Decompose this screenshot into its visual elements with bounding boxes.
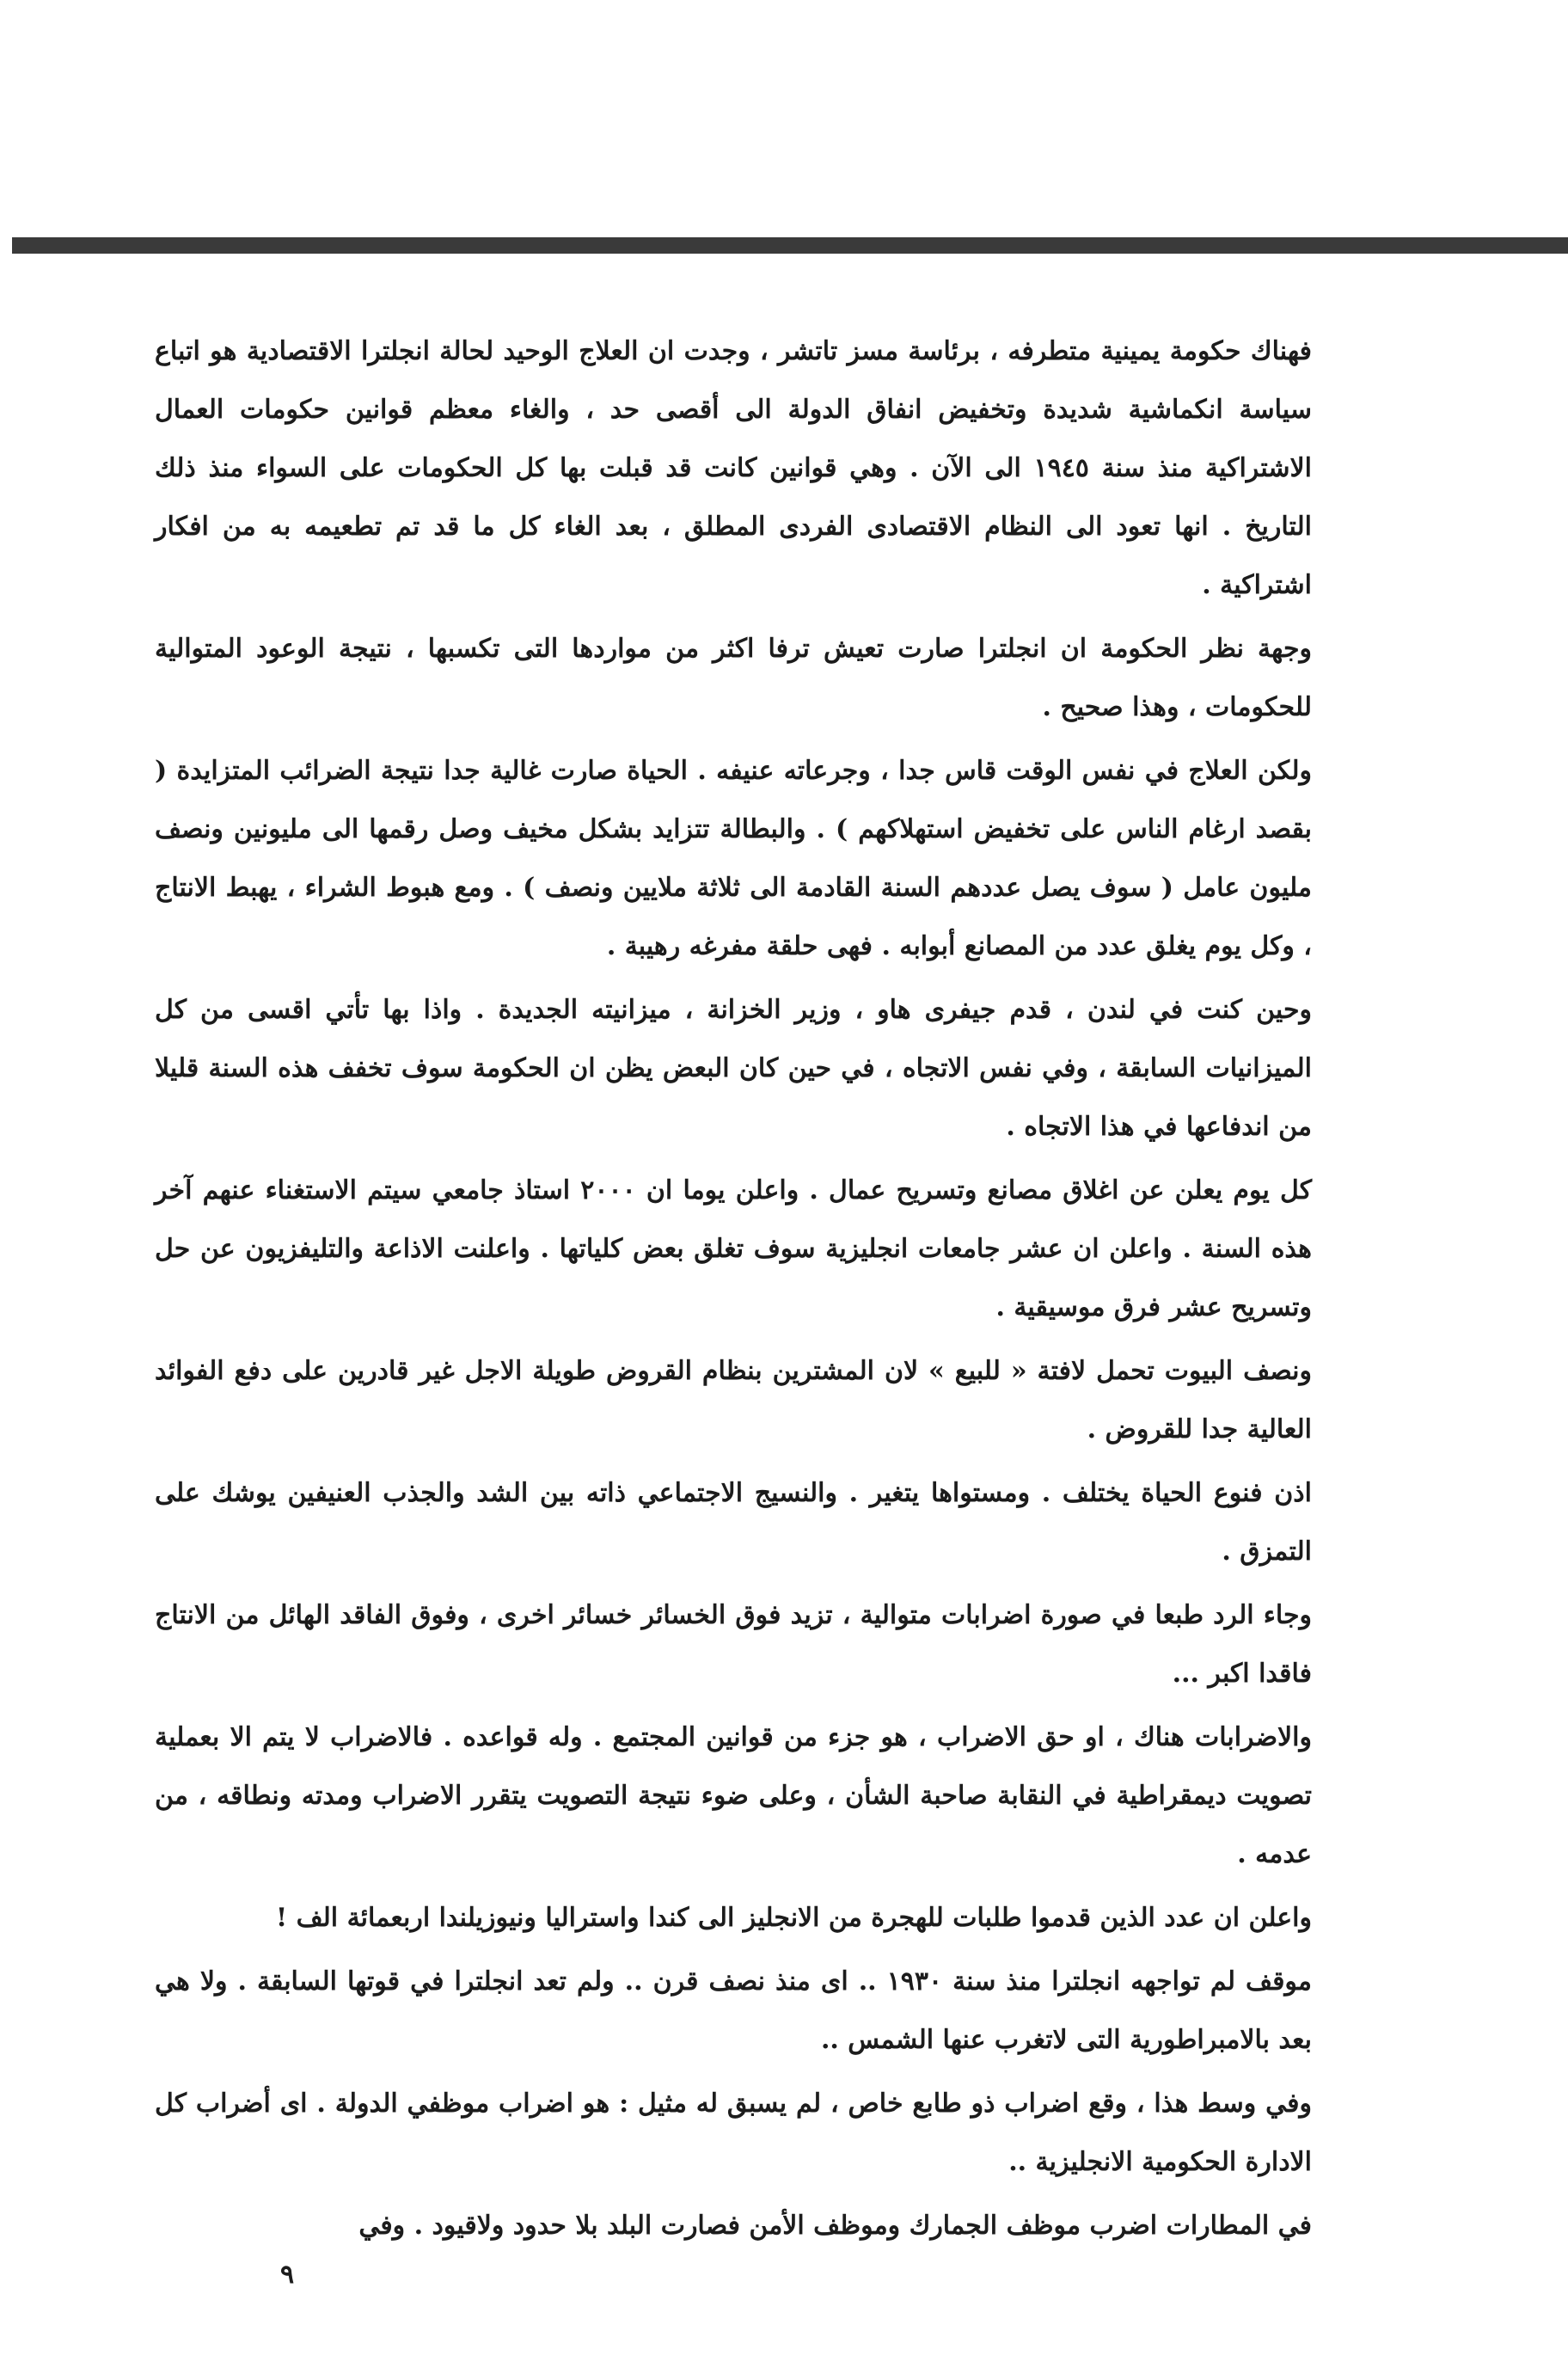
paragraph: وفي وسط هذا ، وقع اضراب ذو طابع خاص ، لم يسبق له مثيل : هو اضراب موظفي الدولة . اى أضراب كل الادارة الحكومية الانجليزية .. — [155, 2089, 1312, 2177]
paragraph: في المطارات اضرب موظف الجمارك وموظف الأمن فصارت البلد بلا حدود ولاقيود . وفي — [358, 2211, 1312, 2241]
paragraph: ونصف البيوت تحمل لافتة « للبيع » لان المشترين بنظام القروض طويلة الاجل غير قادرين على دفع الفوائد العالية جدا للقروض . — [155, 1356, 1312, 1445]
header-rule — [12, 237, 1568, 254]
paragraph: والاضرابات هناك ، او حق الاضراب ، هو جزء من قوانين المجتمع . وله قواعده . فالاضراب لا يتم الا بعملية تصويت ديمقراطية في النقابة صاحبة الشأن ، وعلى ضوء نتيجة التصويت يتقرر الاضراب ومدته ونطاقه ، من عدمه . — [155, 1722, 1312, 1869]
article-body — [155, 322, 1312, 2260]
page-number: ٩ — [280, 2260, 295, 2290]
paragraph: وجهة نظر الحكومة ان انجلترا صارت تعيش ترفا اكثر من مواردها التى تكسبها ، نتيجة الوعود المتوالية للحكومات ، وهذا صحيح . — [155, 634, 1312, 722]
paragraph: واعلن ان عدد الذين قدموا طلبات للهجرة من الانجليز الى كندا واستراليا ونيوزيلندا اربعمائة الف ! — [276, 1903, 1312, 1933]
paragraph: فهناك حكومة يمينية متطرفه ، برئاسة مسز تاتشر ، وجدت ان العلاج الوحيد لحالة انجلترا الاقتصادية هو اتباع سياسة انكماشية شديدة وتخفيض انفاق الدولة الى أقصى حد ، والغاء معظم قوانين حكومات العمال الاشتراكية منذ سنة ١٩٤٥ الى الآن . وهي قوانين كانت قد قبلت بها كل الحكومات على السواء منذ ذلك التاريخ . انها تعود الى النظام الاقتصادى الفردى المطلق ، بعد الغاء كل ما قد تم تطعيمه به من افكار اشتراكية . — [155, 336, 1313, 600]
paragraph: موقف لم تواجهه انجلترا منذ سنة ١٩٣٠ .. اى منذ نصف قرن .. ولم تعد انجلترا في قوتها السابقة . ولا هي بعد بالامبراطورية التى لاتغرب عنها الشمس .. — [155, 1966, 1312, 2055]
paragraph: وجاء الرد طبعا في صورة اضرابات متوالية ، تزيد فوق الخسائر خسائر اخرى ، وفوق الفاقد الهائل من الانتاج فاقدا اكبر ... — [155, 1600, 1312, 1689]
paragraph: اذن فنوع الحياة يختلف . ومستواها يتغير . والنسيج الاجتماعي ذاته بين الشد والجذب العنيفين يوشك على التمزق . — [155, 1478, 1312, 1567]
paragraph: كل يوم يعلن عن اغلاق مصانع وتسريح عمال . واعلن يوما ان ٢٠٠٠ استاذ جامعي سيتم الاستغناء عنهم آخر هذه السنة . واعلن ان عشر جامعات انجليزية سوف تغلق بعض كلياتها . واعلنت الاذاعة والتليفزيون عن حل وتسريح عشر فرق موسيقية . — [155, 1175, 1312, 1322]
paragraph: ولكن العلاج في نفس الوقت قاس جدا ، وجرعاته عنيفه . الحياة صارت غالية جدا نتيجة الضرائب المتزايدة ( بقصد ارغام الناس على تخفيض استهلاكهم ) . والبطالة تتزايد بشكل مخيف وصل رقمها الى مليونين ونصف مليون عامل ( سوف يصل عددهم السنة القادمة الى ثلاثة ملايين ونصف ) . ومع هبوط الشراء ، يهبط الانتاج ، وكل يوم يغلق عدد من المصانع أبوابه . فهى حلقة مفرغه رهيبة . — [155, 756, 1312, 961]
paragraph: وحين كنت في لندن ، قدم جيفرى هاو ، وزير الخزانة ، ميزانيته الجديدة . واذا بها تأتي اقسى من كل الميزانيات السابقة ، وفي نفس الاتجاه ، في حين كان البعض يظن ان الحكومة سوف تخفف هذه السنة قليلا من اندفاعها في هذا الاتجاه . — [155, 995, 1312, 1142]
